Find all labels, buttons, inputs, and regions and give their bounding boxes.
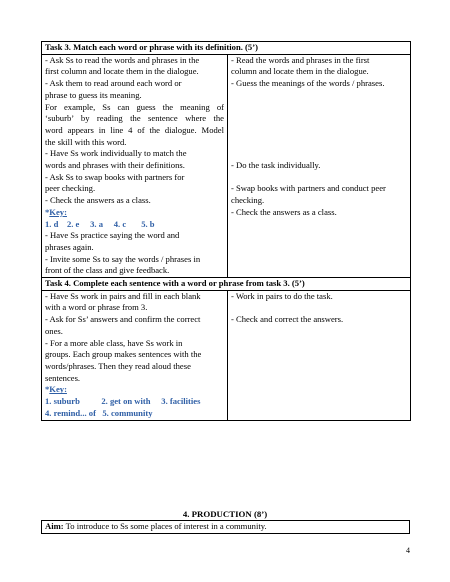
teacher-line: first column and locate them in the dialogue.	[45, 66, 199, 77]
teacher-line: peer checking.	[45, 183, 96, 194]
production-heading: 4. PRODUCTION (8’)	[182, 509, 268, 519]
task4-title: Task 4. Complete each sentence with a word or phrase from task 3. (5’)	[42, 278, 411, 291]
task3-teacher-cell	[42, 54, 228, 277]
student-line: - Work in pairs to do the task.	[231, 290, 333, 301]
teacher-line: the skill with this word.	[45, 136, 127, 147]
task4-title-row	[42, 278, 411, 291]
teacher-line: - For a more able class, have Ss work in	[45, 337, 183, 348]
aim-table	[41, 520, 410, 534]
teacher-line: - Have Ss practice saying the word and	[45, 230, 180, 241]
student-line: - Check the answers as a class.	[231, 206, 337, 217]
teacher-line: - Have Ss work individually to match the	[45, 148, 187, 159]
teacher-line: - Ask Ss to read the words and phrases in the	[45, 54, 200, 65]
lesson-table	[41, 41, 411, 421]
teacher-line: front of the class and give feedback.	[45, 265, 170, 276]
task4-students-cell	[228, 290, 411, 420]
teacher-line: with a word or phrase from 3.	[45, 302, 148, 313]
aim-text: To introduce to Ss some places of interest in a community.	[63, 521, 267, 531]
teacher-line: groups. Each group makes sentences with the	[45, 349, 202, 360]
task3-title-row	[42, 42, 411, 55]
teacher-line: - Have Ss work in pairs and fill in each blank	[45, 290, 201, 301]
student-line: checking.	[231, 195, 265, 206]
key-heading: *Key:	[45, 384, 67, 395]
teacher-line: - Ask Ss to swap books with partners for	[45, 171, 185, 182]
key-answers: 4. remind... of 5. community	[45, 407, 153, 418]
key-answers: 1. d 2. e 3. a 4. c 5. b	[45, 218, 155, 229]
key-label: Key:	[49, 384, 67, 395]
page-number: 4	[406, 546, 410, 555]
teacher-line: - Ask for Ss’ answers and confirm the correct	[45, 314, 201, 325]
teacher-line: - Invite some Ss to say the words / phrases in	[45, 253, 201, 264]
aim-cell	[42, 521, 410, 534]
task3-title: Task 3. Match each word or phrase with its definition. (5’)	[42, 42, 411, 55]
student-line: - Do the task individually.	[231, 159, 321, 170]
task4-content-row	[42, 290, 411, 420]
teacher-line: word appears in line 4 of the dialogue. Model	[45, 124, 224, 135]
teacher-line: ones.	[45, 325, 63, 336]
key-heading: *Key:	[45, 206, 67, 217]
aim-label: Aim:	[45, 521, 64, 531]
teacher-line: - Ask them to read around each word or	[45, 78, 182, 89]
teacher-line: phrases again.	[45, 241, 94, 252]
student-line: - Guess the meanings of the words / phrases.	[231, 78, 385, 89]
teacher-line: For example, Ss can guess the meaning of	[45, 101, 224, 112]
key-answers: 1. suburb 2. get on with 3. facilities	[45, 396, 201, 407]
teacher-line: words/phrases. Then they read aloud these	[45, 360, 191, 371]
student-line: column and locate them in the dialogue.	[231, 66, 369, 77]
key-label: Key:	[49, 206, 67, 217]
teacher-line: words and phrases with their definitions.	[45, 160, 185, 171]
task4-teacher-cell	[42, 290, 228, 420]
task3-students-cell	[228, 54, 411, 277]
student-line: - Check and correct the answers.	[231, 314, 344, 325]
teacher-line: ‘suburb’ by reading the sentence where the	[45, 113, 224, 124]
teacher-line: - Check the answers as a class.	[45, 195, 151, 206]
student-line: - Read the words and phrases in the first	[231, 54, 370, 65]
task3-content-row	[42, 54, 411, 277]
student-line: - Swap books with partners and conduct peer	[231, 183, 386, 194]
teacher-line: phrase to guess its meaning.	[45, 89, 142, 100]
teacher-line: sentences.	[45, 372, 81, 383]
